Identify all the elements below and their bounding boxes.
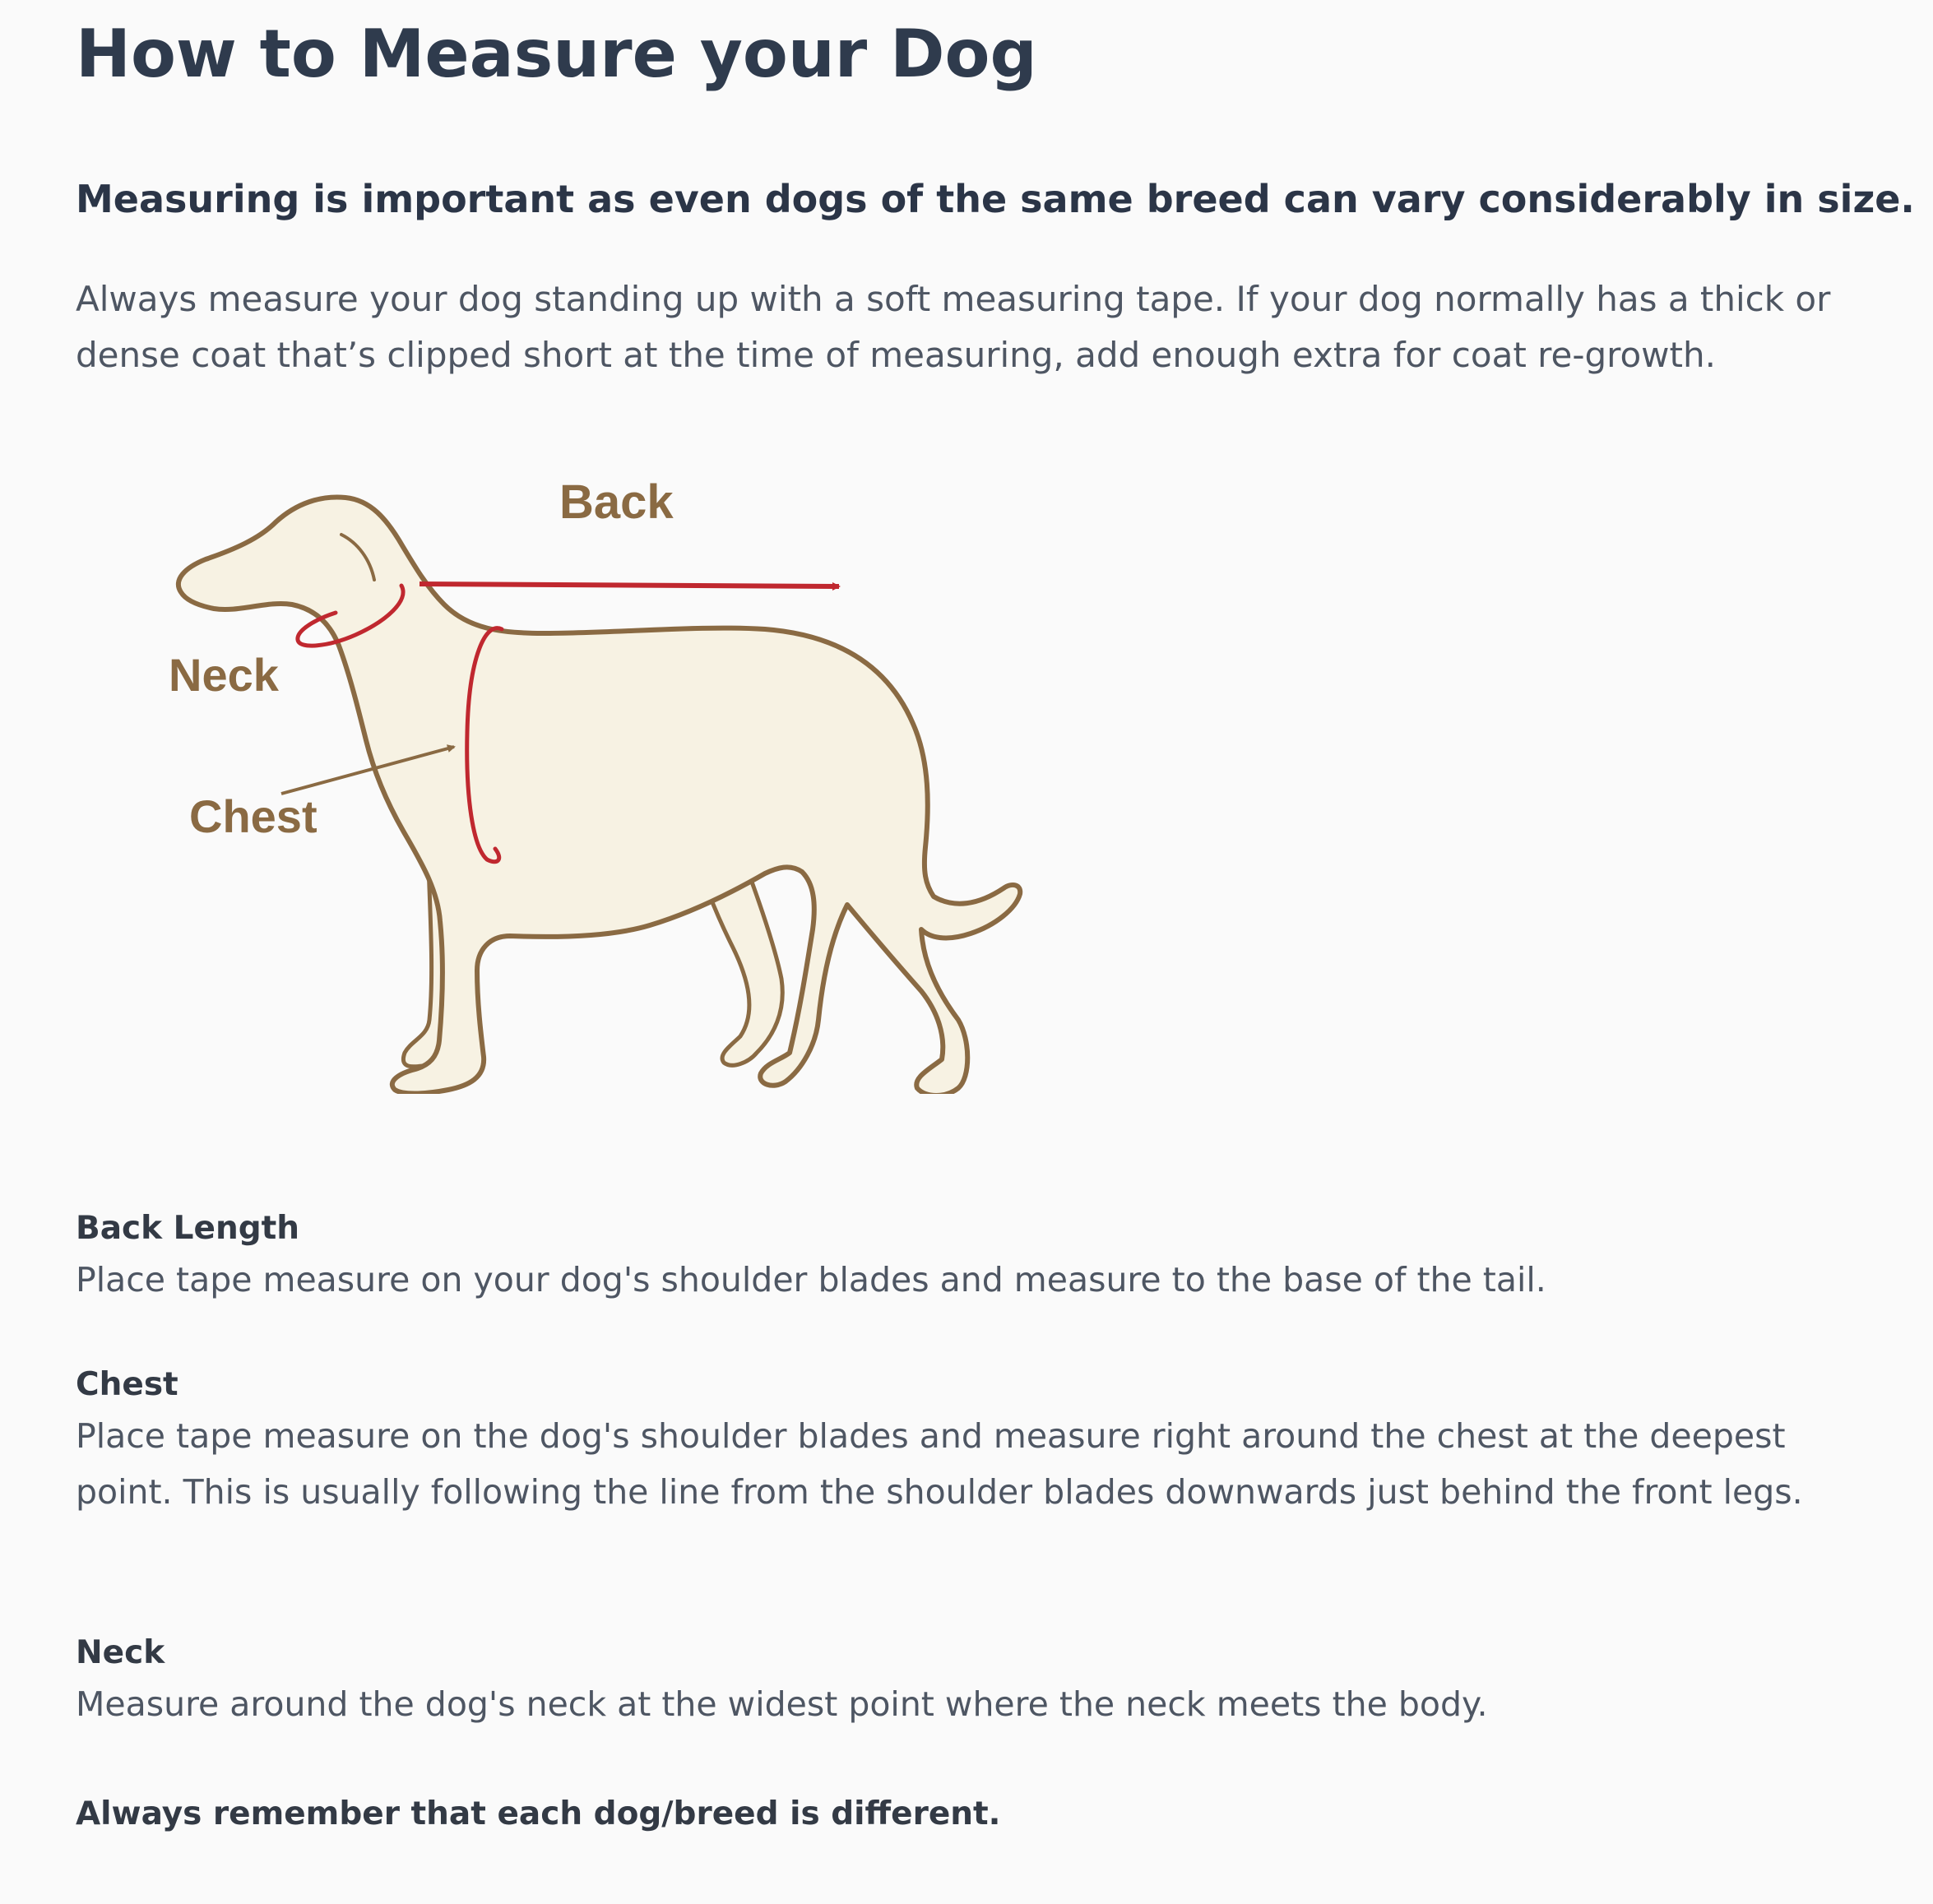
closing-note: Always remember that each dog/breed is different. [76,1795,1001,1832]
back-label: Back [559,475,674,529]
section-text: Place tape measure on the dog's shoulder blades and measure right around the chest at the deepest point. This is usually following the line from the shoulder blades downwards just behind the front legs. [76,1416,1803,1512]
section-heading: Neck [76,1634,165,1671]
section-heading: Back Length [76,1210,300,1247]
page-title: How to Measure your Dog [76,16,1037,92]
section-heading: Chest [76,1366,178,1403]
section-neck [76,1630,1885,1732]
back-measure-arrow [420,584,839,586]
section-back-length [76,1206,1885,1308]
section-chest [76,1362,1885,1520]
intro-bold-text: Measuring is important as even dogs of the same breed can vary considerably in size. [76,177,1915,221]
intro-paragraph: Always measure your dog standing up with a soft measuring tape. If your dog normally has a thick or dense coat that’s clipped short at the time of measuring, add enough extra for coat re-growth. [76,279,1831,375]
section-text: Measure around the dog's neck at the widest point where the neck meets the body. [76,1684,1488,1724]
neck-label: Neck [169,649,279,701]
dog-diagram-svg [123,444,1045,1094]
chest-label: Chest [189,790,318,842]
section-text: Place tape measure on your dog's shoulder blades and measure to the base of the tail. [76,1260,1546,1299]
dog-measurement-diagram [123,444,1045,1094]
